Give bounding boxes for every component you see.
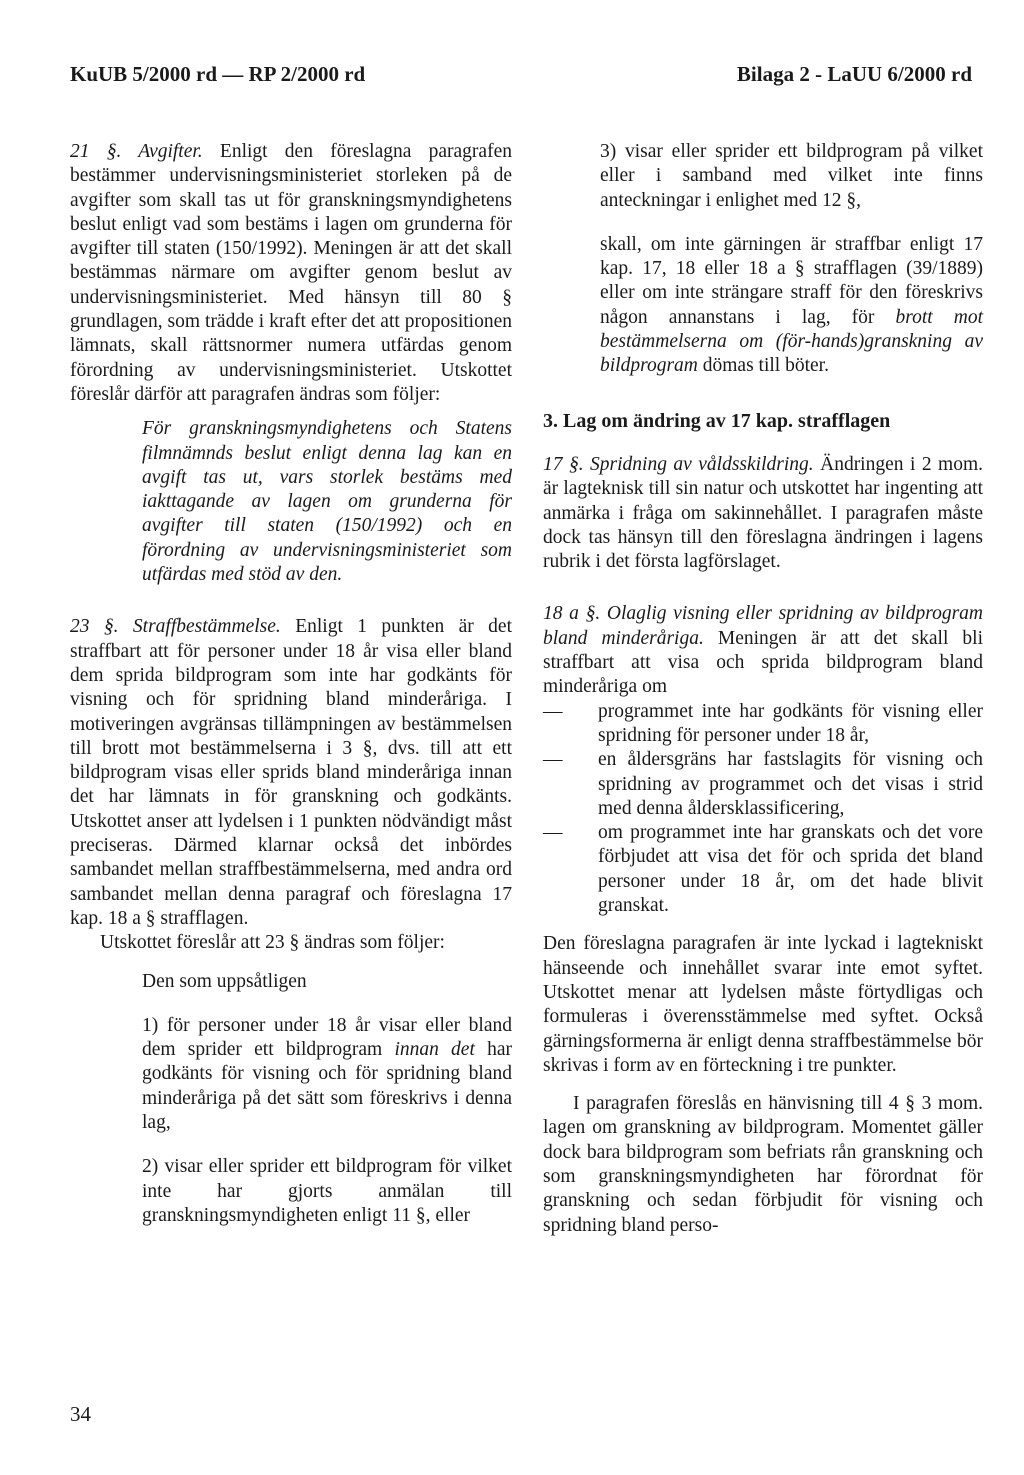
dash-marker: — — [543, 822, 563, 844]
paragraph-21 — [70, 140, 512, 407]
section-heading-21: 21 §. Avgifter. — [70, 141, 203, 162]
paragraph-assessment: Den föreslagna paragrafen är inte lyckad i lagtekniskt hänseende och innehållet svarar inte emot syftet. Utskottet menar att lydelsen måste förtydligas och formuleras i överensstämmelse med syftet. Också gärningsformerna är enligt denna straffbestämmelse bör skrivas i form av en förteckning i tre punkter. — [543, 933, 983, 1076]
item-1-emphasis: innan det — [394, 1039, 475, 1061]
page-number: 34 — [70, 1402, 91, 1426]
section-heading-23: 23 §. Straffbestämmelse. — [70, 616, 281, 638]
paragraph-23 — [70, 615, 512, 931]
item-1-text-a: 1) för personer under 18 år visar eller bland dem sprider ett bildprogram — [142, 1014, 512, 1061]
list-item-text: om programmet inte har granskats och det vore förbjudet att visa det för och sprida det bland personer under 18 år, om det hade blivit granskat. — [598, 822, 983, 917]
proposed-text-item-1 — [142, 1014, 512, 1135]
dash-marker: — — [543, 749, 563, 771]
penalty-emphasis: brott mot bestämmelserna om (för-hands)granskning av bildprogram — [600, 306, 983, 377]
proposed-text-item-2: 2) visar eller sprider ett bildprogram för vilket inte har gjorts anmälan till granskningsmyndigheten enligt 11 §, eller — [142, 1156, 512, 1226]
paragraph-21-body: Enligt den föreslagna paragrafen bestämmer undervisningsministeriet storleken på de avgifter som skall tas ut för granskningsmyndighetens beslut enligt vad som bestäms i lagen om grunderna för avgifter till staten (150/1992). Meningen är att det skall bestämmas närmare om avgifter genom beslut av undervisningsministeriet. Med hänsyn till 80 § grundlagen, som trädde i kraft efter det att propositionen lämnats, skall rättsnormer numera utfärdas genom förordning av undervisningsministeriet. Utskottet föreslår därför att paragrafen ändras som följer: — [70, 141, 512, 405]
proposed-text-intro: Den som uppsåtligen — [142, 970, 307, 992]
paragraph-17-body: Ändringen i 2 mom. är lagteknisk till sin natur och utskottet har ingenting att anmärka i fråga om sakinnehållet. I paragrafen måste dock tas hänsyn till den föreslagna ändringen i lagens rubrik i det första lagförslaget. — [543, 453, 984, 573]
right-column — [543, 140, 983, 1238]
list-item-text: en åldersgräns har fastslagits för visning och spridning av programmet och det visas i strid med denna åldersklassificering, — [598, 749, 983, 819]
paragraph-18a — [543, 602, 983, 699]
penalty-text-a: skall, om inte gärningen är straffbar enligt 17 kap. 17, 18 eller 18 a § strafflagen (39/1889) eller om inte strängare straff för den föreskrivs någon annanstans i lag, för — [600, 233, 983, 328]
running-header-right: Bilaga 2 - LaUU 6/2000 rd — [736, 62, 972, 86]
section-heading-17: 17 §. Spridning av våldsskildring. — [543, 453, 814, 475]
paragraph-17 — [543, 453, 983, 574]
paragraph-reference: I paragrafen föreslås en hänvisning till 4 § 3 mom. lagen om granskning av bildprogram. Momentet gäller dock bara bildprogram som befriats rån granskning och som granskningsmyndigheten har förordnat för granskning och sedan förbjudit för visning och spridning bland perso- — [543, 1093, 983, 1236]
dash-marker: — — [543, 700, 563, 722]
item-1-text-b: har godkänts för visning och för spridning bland minderåriga på det sätt som föreskrivs i denna lag, — [142, 1039, 512, 1133]
list-item-text: programmet inte har godkänts för visning eller spridning för personer under 18 år, — [598, 700, 983, 746]
proposed-text-item-3: 3) visar eller sprider ett bildprogram på vilket eller i samband med vilket inte finns anteckningar i enlighet med 12 §, — [600, 141, 983, 211]
proposed-text-penalty — [600, 233, 983, 379]
paragraph-23-body: Enligt 1 punkten är det straffbart att för personer under 18 år visa eller bland dem sprida bildprogram som inte har godkänts för visning och för spridning bland minderåriga. I motiveringen avgränsas tillämpningen av bestämmelsen till brott mot bestämmelserna i 3 §, dvs. till att ett bildprogram visas eller sprids bland minderåriga innan det har lämnats in för granskning och godkänts. Utskottet anser att lydelsen i 1 punkten nödvändigt måst preciseras. Därmed klarnar också det inbördes sambandet mellan straffbestämmelserna, med andra ord sambandet mellan denna paragraf och föreslagna 17 kap. 18 a § strafflagen. — [70, 616, 513, 929]
list-item — [543, 821, 983, 918]
paragraph-18a-body: Meningen är att det skall bli straffbart att visa och sprida bildprogram bland minderåriga om — [543, 627, 984, 698]
proposed-text-21: För granskningsmyndighetens och Statens filmnämnds beslut enligt denna lag kan en avgift tas ut, vars storlek bestäms med iakttagande av lagen om grunderna för avgifter till staten (150/1992) och en förordning av undervisningsministeriet som utfärdas med stöd av den. — [142, 418, 512, 586]
list-item — [543, 700, 983, 749]
section-heading-18a: 18 a §. Olaglig visning eller spridning av bildprogram bland minderåriga. — [543, 603, 983, 649]
paragraph-23-proposal: Utskottet föreslår att 23 § ändras som följer: — [100, 932, 445, 954]
left-column — [70, 140, 512, 1228]
list-item — [543, 748, 983, 821]
running-header-left: KuUB 5/2000 rd — RP 2/2000 rd — [70, 62, 366, 86]
section-heading-3: 3. Lag om ändring av 17 kap. strafflagen — [543, 409, 891, 432]
penalty-text-b: dömas till böter. — [697, 355, 829, 377]
